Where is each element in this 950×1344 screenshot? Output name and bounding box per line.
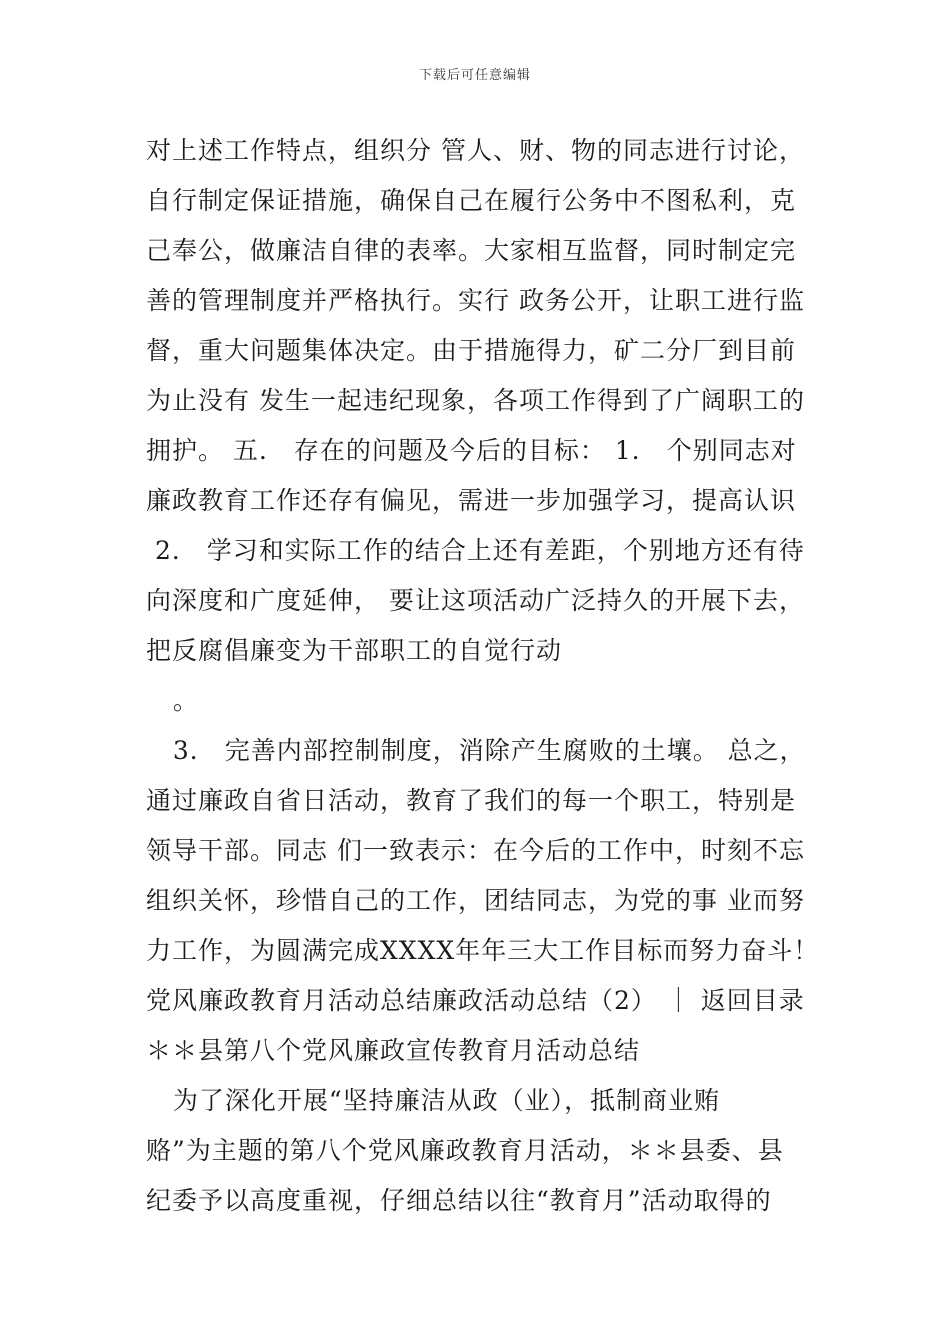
text-line: 。 (146, 686, 199, 715)
text-line: 赂”为主题的第八个党风廉政教育月活动，＊＊县委、县 (146, 1136, 784, 1165)
text-line: 纪委予以高度重视，仔细总结以往“教育月”活动取得的 (146, 1186, 772, 1215)
text-line: 廉政教育工作还存有偏见，需进一步加强学习，提高认识 (146, 486, 797, 515)
text-line: 对上述工作特点，组织分 管人、财、物的同志进行讨论， (146, 136, 805, 165)
text-line: 3． 完善内部控制制度，消除产生腐败的土壤。 总之， (146, 736, 806, 765)
section-title: ＊＊县第八个党风廉政宣传教育月活动总结 (146, 1036, 641, 1065)
page-header: 下载后可任意编辑 (418, 68, 531, 83)
text-line: 为了深化开展“坚持廉洁从政（业），抵制商业贿 (146, 1086, 721, 1115)
toc-link-line[interactable]: 党风廉政教育月活动总结廉政活动总结（2） ｜ 返回目录 (146, 986, 805, 1015)
text-line: 向深度和广度延伸， 要让这项活动广泛持久的开展下去， (146, 586, 805, 615)
text-line: 2． 学习和实际工作的结合上还有差距，个别地方还有待 (146, 536, 805, 565)
text-line: 善的管理制度并严格执行。实行 政务公开，让职工进行监 (146, 286, 805, 315)
text-line: 通过廉政自省日活动，教育了我们的每一个职工，特别是 (146, 786, 797, 815)
text-line: 自行制定保证措施，确保自己在履行公务中不图私利，克 (146, 186, 797, 215)
text-line: 己奉公，做廉洁自律的表率。大家相互监督，同时制定完 (146, 236, 797, 265)
text-line: 督，重大问题集体决定。由于措施得力，矿二分厂到目前 (146, 336, 797, 365)
text-line: 力工作，为圆满完成XXXX年年三大工作目标而努力奋斗！ (146, 936, 820, 965)
text-line: 拥护。 五． 存在的问题及今后的目标： 1． 个别同志对 (146, 436, 797, 465)
text-line: 领导干部。同志 们一致表示：在今后的工作中，时刻不忘 (146, 836, 805, 865)
text-line: 为止没有 发生一起违纪现象，各项工作得到了广阔职工的 (146, 386, 805, 415)
text-line: 把反腐倡廉变为干部职工的自觉行动 (146, 636, 563, 665)
text-line: 组织关怀，珍惜自己的工作，团结同志，为党的事 业而努 (146, 886, 805, 915)
